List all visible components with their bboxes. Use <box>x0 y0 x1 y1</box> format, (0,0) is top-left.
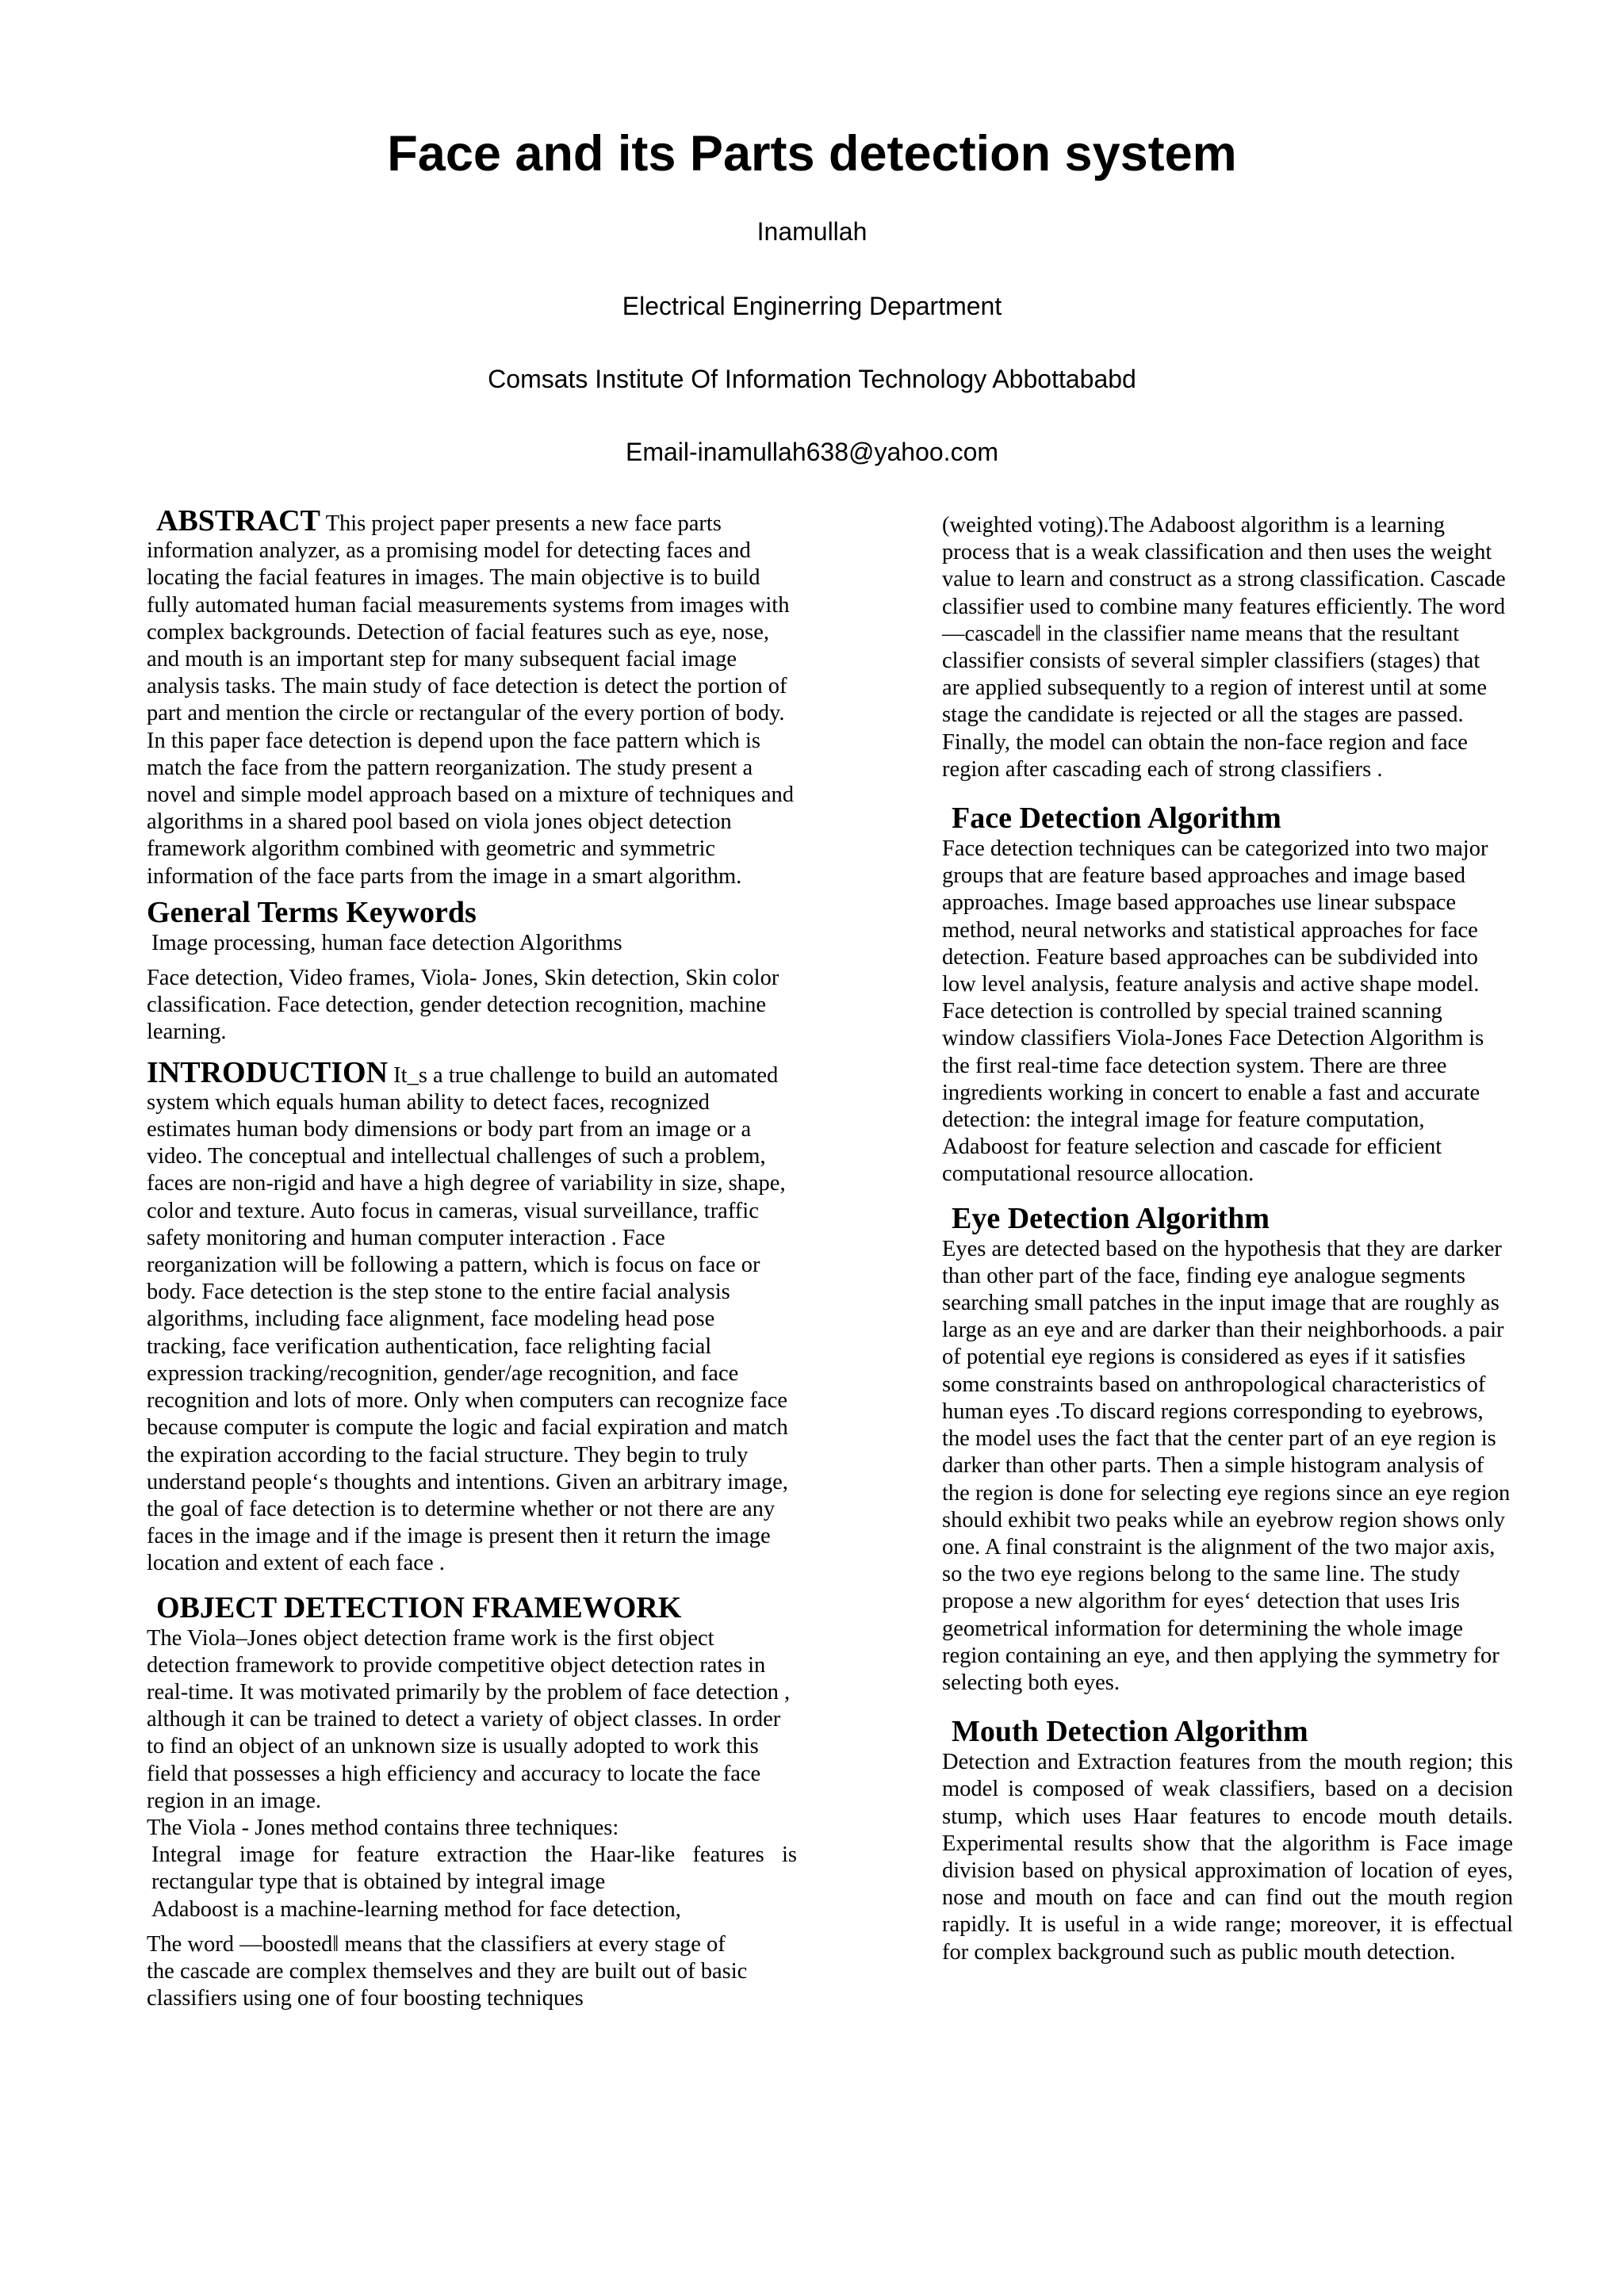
author-email: Email-inamullah638@yahoo.com <box>625 438 999 466</box>
general-terms-text: Image processing, human face detection Algorithms <box>151 930 622 955</box>
introduction-heading: INTRODUCTION <box>147 1055 389 1089</box>
introduction-section <box>147 1055 797 1578</box>
general-terms-heading: General Terms Keywords <box>147 895 477 929</box>
left-column <box>147 504 797 2012</box>
face-detection-text-1: Face detection techniques can be categorized into two major groups that are feature based approaches and image based approaches. Image based approaches use linear subspace method, neural networks and statistical approaches for face detection. Feature based approaches can be subdivided into low level analysis, feature analysis and active shape model. <box>942 836 1488 997</box>
paper-title: Face and its Parts detection system <box>387 126 1237 182</box>
object-detection-continued: (weighted voting).The Adaboost algorithm is a learning process that is a weak classification and then uses the weight value to learn and construct as a strong classification. Cascade classifier used to combine many features efficiently. The word ―cascade‖ in the classifier name means that the resultant classifier consists of several simpler classifiers (stages) that are applied subsequently to a region of interest until at some stage the candidate is rejected or all the stages are passed. Finally, the model can obtain the non-face region and face region after cascading each of strong classifiers . <box>942 513 1506 782</box>
abstract-text: This project paper presents a new face parts information analyzer, as a promising model for detecting faces and locating the facial features in images. The main objective is to build fully automated human facial measurements systems from images with complex backgrounds. Detection of facial features such as eye, nose, and mouth is an important step for many subsequent facial image analysis tasks. The main study of face detection is detect the portion of part and mention the circle or rectangular of the every portion of body. In this paper face detection is depend upon the face pattern which is match the face from the pattern reorganization. The study present a novel and simple model approach based on a mixture of techniques and algorithms in a shared pool based on viola jones object detection framework algorithm combined with geometric and symmetric information of the face parts from the image in a smart algorithm. <box>147 511 794 889</box>
object-detection-text: The Viola–Jones object detection frame work is the first object detection framework to provide competitive object detection rates in real-time. It was motivated primarily by the problem of face detection , although it can be trained to detect a variety of object classes. In order to find an object of an unknown size is usually adopted to work this field that possesses a high efficiency and accuracy to locate the face region in an image. <box>147 1625 791 1813</box>
abstract-heading: ABSTRACT <box>156 504 320 538</box>
face-detection-heading: Face Detection Algorithm <box>952 802 1281 836</box>
author-department: Electrical Enginerring Department <box>622 292 1002 320</box>
mouth-detection-heading: Mouth Detection Algorithm <box>952 1715 1308 1749</box>
integral-image-item: Integral image for feature extraction the Haar-like features is rectangular type that is obtained by integral image <box>151 1843 797 1895</box>
eye-detection-heading: Eye Detection Algorithm <box>952 1201 1270 1235</box>
face-detection-text-2: Face detection is controlled by special trained scanning window classifiers Viola-Jones Face Detection Algorithm is the first real-time face detection system. There are three ingredients working in concert to enable a fast and accurate detection: the integral image for feature computation, Adaboost for feature selection and cascade for efficient computational resource allocation. <box>942 999 1484 1187</box>
mouth-detection-text: Detection and Extraction features from the mouth region; this model is composed of weak classifiers, based on a decision stump, which uses Haar features to encode mouth details. Experimental results show that the algorithm is Face image division based on physical approximation of location of eyes, nose and mouth on face and can find out the mouth region rapidly. It is useful in a wide range; moreover, it is effectual for complex background such as public mouth detection. <box>942 1750 1513 1965</box>
boosted-text: The word ―boosted‖ means that the classifiers at every stage of the cascade are complex themselves and they are built out of basic classifiers using one of four boosting techniques <box>147 1931 748 2011</box>
eye-detection-text: Eyes are detected based on the hypothesis that they are darker than other part of the face, finding eye analogue segments searching small patches in the input image that are roughly as large as an eye and are darker than their neighborhoods. a pair of potential eye regions is considered as eyes if it satisfies some constraints based on anthropological characteristics of human eyes .To discard regions corresponding to eyebrows, the model uses the fact that the center part of an eye region is darker than other parts. Then a simple histogram analysis of the region is done for selecting eye regions since an eye region should exhibit two peaks while an eyebrow region shows only one. A final constraint is the alignment of the two major axis, so the two eye regions belong to the same line. The study propose a new algorithm for eyes‘ detection that uses Iris geometrical information for determining the whole image region containing an eye, and then applying the symmetry for selecting both eyes. <box>942 1236 1511 1695</box>
keywords-text: Face detection, Video frames, Viola- Jones, Skin detection, Skin color classification. Face detection, gender detection recognition, machine learning. <box>147 966 779 1045</box>
author-institute: Comsats Institute Of Information Technology Abbottababd <box>488 365 1136 393</box>
introduction-text: It_s a true challenge to build an automated system which equals human ability to detect faces, recognized estimates human body dimensions or body part from an image or a video. The conceptual and intellectual challenges of such a problem, faces are non-rigid and have a high degree of variability in size, shape, color and texture. Auto focus in cameras, visual surveillance, traffic safety monitoring and human computer interaction . Face reorganization will be following a pattern, which is focus on face or body. Face detection is the step stone to the entire facial analysis algorithms, including face alignment, face modeling head pose tracking, face verification authentication, face relighting facial expression tracking/recognition, gender/age recognition, and face recognition and lots of more. Only when computers can recognize face because computer is compute the logic and facial expiration and match the expiration according to the facial structure. They begin to truly understand people‘s thoughts and intentions. Given an arbitrary image, the goal of face detection is to determine whether or not there are any faces in the image and if the image is present then it return the image location and extent of each face . <box>147 1062 788 1576</box>
adaboost-item: Adaboost is a machine-learning method for face detection, <box>151 1896 681 1922</box>
right-column <box>942 512 1513 1966</box>
object-detection-heading: OBJECT DETECTION FRAMEWORK <box>156 1590 682 1624</box>
author-name: Inamullah <box>756 217 868 246</box>
viola-jones-methods-intro: The Viola - Jones method contains three techniques: <box>147 1815 619 1840</box>
abstract-section <box>147 504 797 890</box>
